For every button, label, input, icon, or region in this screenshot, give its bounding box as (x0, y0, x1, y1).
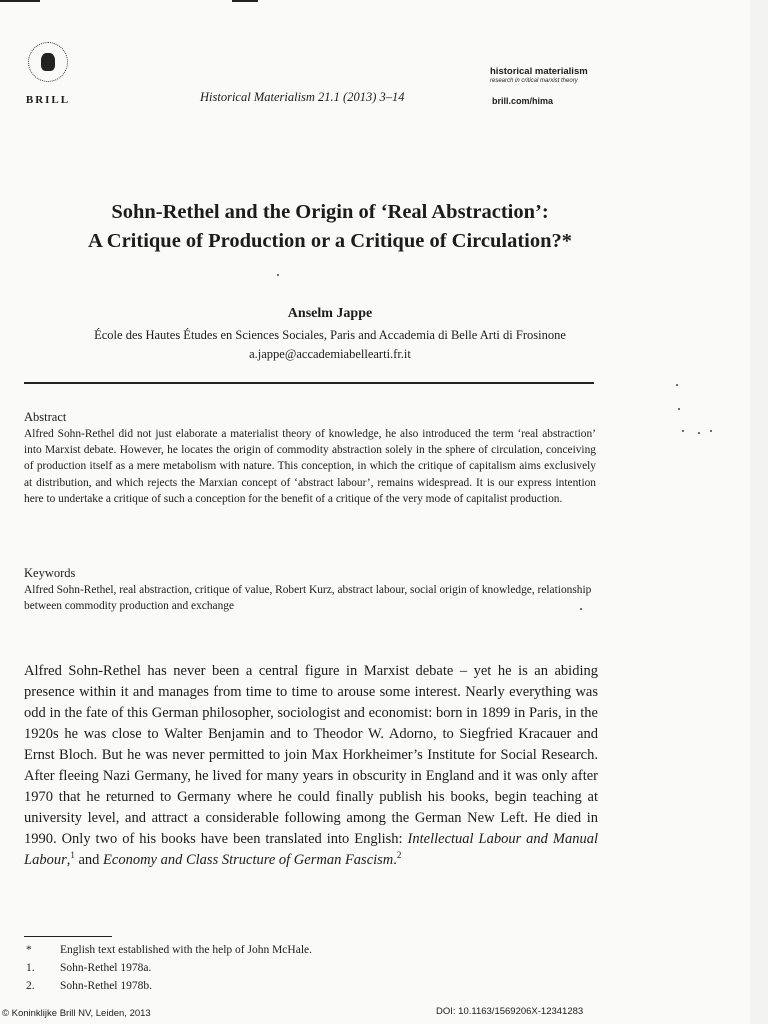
book-title-2: Economy and Class Structure of German Fascism (103, 852, 394, 868)
publisher-name: BRILL (25, 94, 71, 106)
abstract-heading: Abstract (24, 410, 67, 424)
author-name: Anselm Jappe (287, 306, 373, 321)
footnote-mark: 1. (26, 962, 35, 974)
footnote-divider (24, 936, 112, 937)
scan-speck (682, 430, 684, 432)
article-title-line2: A Critique of Production or a Critique of Circulation?* (87, 230, 573, 252)
scan-edge-mark (232, 0, 258, 2)
punctuation: . (393, 852, 397, 868)
author-email: a.jappe@accademiabellearti.fr.it (249, 347, 411, 361)
header-divider (24, 382, 594, 384)
footnote-text: English text established with the help of John McHale. (60, 944, 312, 956)
footnote-text: Sohn-Rethel 1978b. (60, 980, 152, 992)
footnote-text: Sohn-Rethel 1978a. (60, 962, 152, 974)
scan-speck (698, 432, 700, 434)
scan-speck (678, 408, 680, 410)
keywords-text: Alfred Sohn-Rethel, real abstraction, critique of value, Robert Kurz, abstract labour, social origin of knowledge, relationship between commodity production and exchange (24, 584, 592, 613)
footnote-mark: 2. (26, 980, 35, 992)
article-title-line1: Sohn-Rethel and the Origin of ‘Real Abstraction’: (111, 201, 549, 223)
footnote (26, 980, 152, 992)
brill-seal-icon (28, 42, 68, 82)
abstract-text: Alfred Sohn-Rethel did not just elaborate a materialist theory of knowledge, he also introduced the term ‘real abstraction’ into Marxist debate. However, he locates the origin of commodity abstraction solely in the sphere of circulation, conceiving of production itself as a mere metabolism with nature. This conception, in which the critique of capitalism aims exclusively at distribution, and which rejects the Marxian concept of ‘abstract labour’, remains widespread. It is our express intention here to undertake a critique of such a conception for the benefit of a critique of the very mode of capitalist production. (24, 428, 596, 505)
series-subtitle: research in critical marxist theory (490, 78, 578, 84)
scan-speck (580, 608, 582, 610)
footnote (26, 962, 151, 974)
footnote-ref-1: 1 (70, 850, 75, 861)
punctuation: , (66, 852, 71, 868)
scan-speck (676, 384, 678, 386)
footnote-ref-2: 2 (396, 850, 402, 861)
journal-reference: Historical Materialism 21.1 (2013) 3–14 (200, 90, 405, 104)
body-text-main: Alfred Sohn-Rethel has never been a central figure in Marxist debate – yet he is an abiding presence within it and manages from time to time to arouse some interest. Nearly everything was odd in the fate of this German philosopher, sociologist and economist: born in 1899 in Paris, in the 1920s he was close to Walter Benjamin and to Theodor W. Adorno, to Siegfried Kracauer and Ernst Bloch. But he was never permitted to join Max Horkheimer’s Institute for Social Research. After fleeing Nazi Germany, he lived for many years in obscurity in England and it was only after 1970 that he returned to Germany where he could finally publish his books, begin teaching at university level, and attract a considerable following among the German New Left. He died in 1990. Only two of his books have been translated into English: (24, 663, 598, 847)
scan-speck (277, 274, 279, 276)
keywords-heading: Keywords (24, 566, 76, 580)
scan-edge-mark (0, 0, 40, 2)
brill-logo (22, 42, 74, 106)
footnote-mark: * (26, 944, 32, 956)
series-url: brill.com/hima (492, 96, 554, 106)
conjunction: and (74, 852, 104, 868)
author-affiliation: École des Hautes Études en Sciences Sociales, Paris and Accademia di Belle Arti di Frosinone (94, 328, 566, 342)
scan-speck (710, 430, 712, 432)
footnote (26, 944, 312, 956)
copyright-notice: © Koninklijke Brill NV, Leiden, 2013 (2, 1008, 151, 1019)
book-title-1: Intellectual Labour and Manual Labour (24, 831, 598, 868)
series-name: historical materialism (490, 66, 588, 77)
doi-reference: DOI: 10.1163/1569206X-12341283 (436, 1006, 584, 1017)
body-paragraph (24, 661, 598, 871)
